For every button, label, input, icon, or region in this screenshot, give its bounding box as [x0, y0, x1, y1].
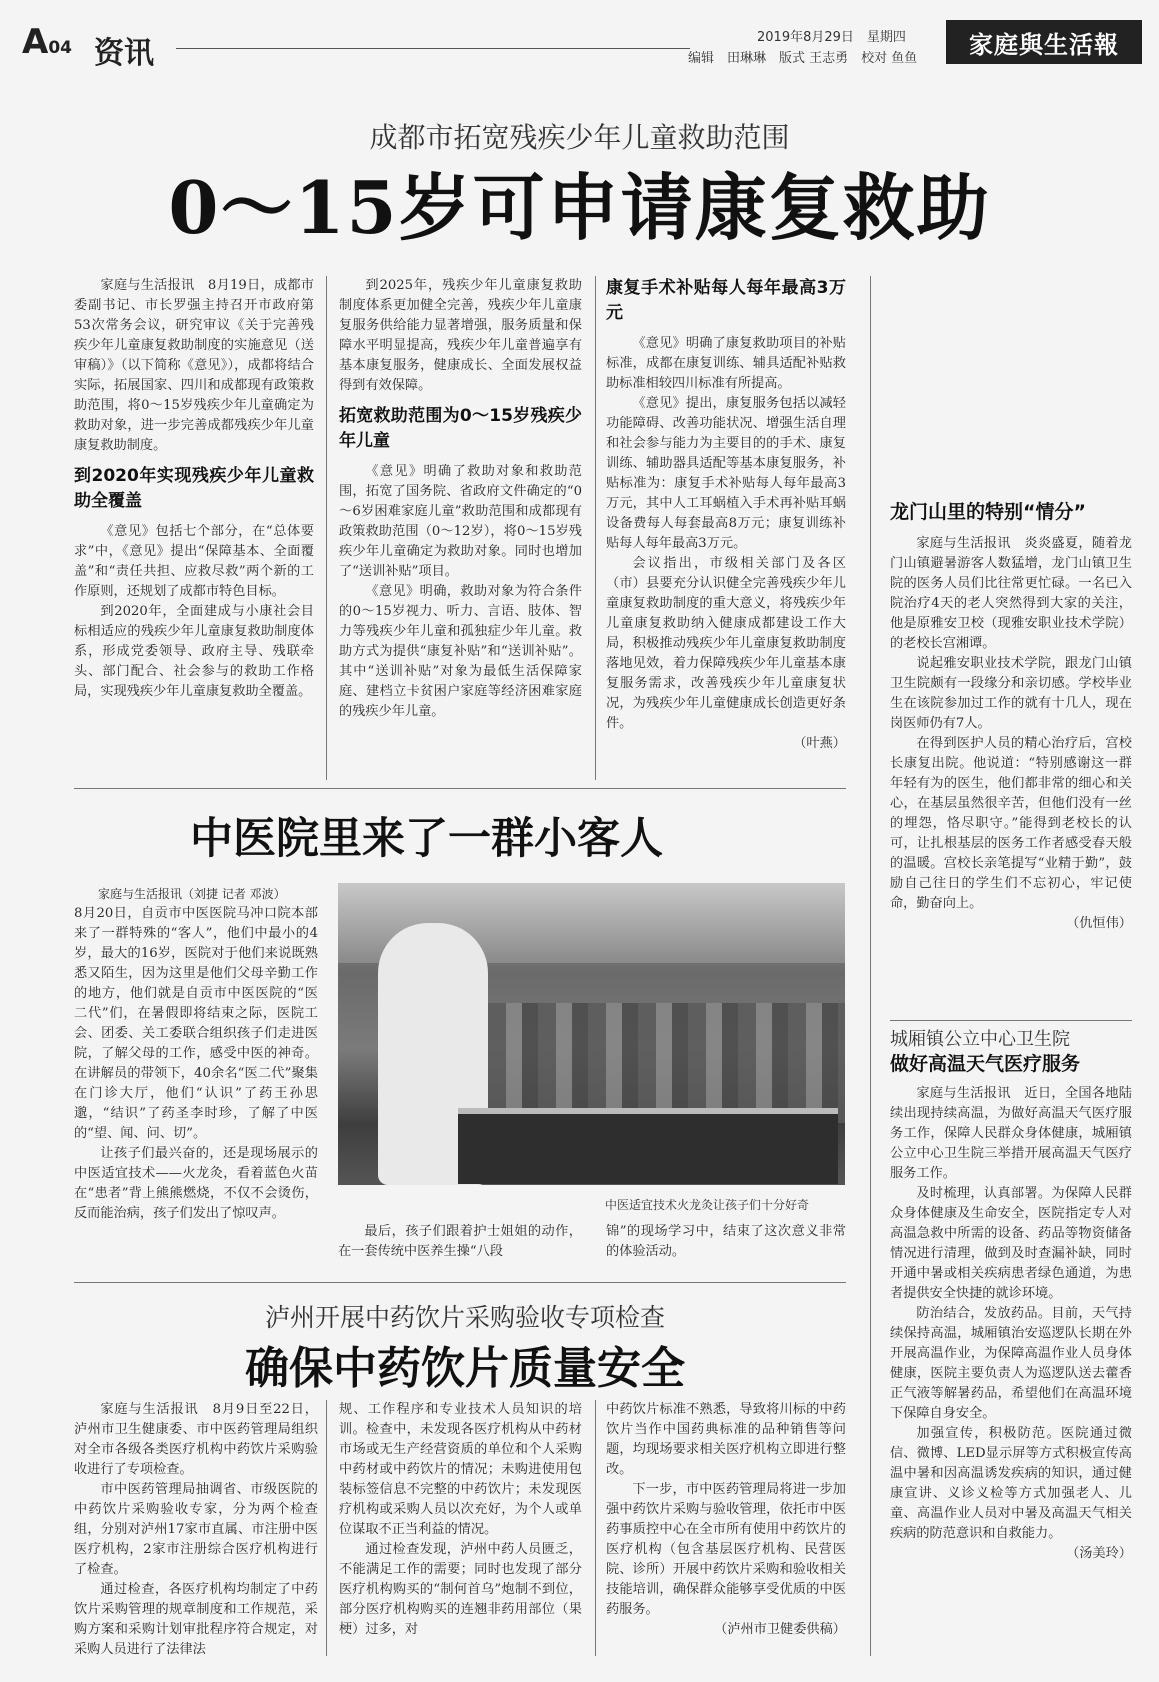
article1-subhead: 拓宽救助范围为0～15岁残疾少年儿童 — [339, 406, 582, 451]
article3-paragraph: 通过检查发现，泸州中药人员匮乏，不能满足工作的需要；同时也发现了部分医疗机构购买的“制何首乌”炮制不到位，部分医疗机构购买的连翘非药用部位（果梗）过多，对 — [339, 1542, 582, 1637]
column-divider — [595, 1400, 596, 1656]
editor-credits: 编辑 田琳琳 版式 王志勇 校对 鱼鱼 — [688, 51, 918, 66]
sidebar2-paragraph: 家庭与生活报讯 近日，全国各地陆续出现持续高温，为做好高温天气医疗服务工作，保障人民群众身体健康，城厢镇公立中心卫生院三举措开展高温天气医疗服务工作。 — [890, 1086, 1132, 1181]
sidebar2-paragraph: 及时梳理，认真部署。为保障人民群众身体健康及生命安全，医院指定专人对高温急救中所需的设备、药品等物资储备情况进行清理，做到及时查漏补缺，同时开通中暑或相关疾病患者绿色通道，为患者提供安全快捷的就诊环境。 — [890, 1186, 1132, 1301]
article2-column-1 — [74, 884, 318, 1224]
photo-children-crowd — [488, 1003, 845, 1123]
sidebar2-paragraph: 防治结合，发放药品。目前，天气持续保持高温，城厢镇治安巡逻队长期在外开展高温作业，为保障高温作业人员身体健康，医院主要负责人为巡逻队送去藿香正气液等解暑药品，希望他们在高温环境下保障自身安全。 — [890, 1306, 1132, 1421]
article1-column-2 — [339, 276, 582, 722]
sidebar1-signature: （仇恒伟） — [1066, 916, 1132, 931]
article1-column-3 — [606, 276, 846, 754]
article2-byline: 家庭与生活报讯（刘捷 记者 邓波） — [98, 887, 286, 901]
sidebar2-paragraph: 加强宣传，积极防范。医院通过微信、微博、LED显示屏等方式积极宣传高温中暑和因高温诱发疾病的知识，通过健康宣讲、义诊义检等方式加强老人、儿童、高温作业人员对中暑及高温天气相关疾病的防范意识和自救能力。 — [890, 1426, 1132, 1541]
article1-paragraph: 家庭与生活报讯 8月19日，成都市委副书记、市长罗强主持召开市政府第53次常务会议，研究审议《关于完善残疾少年儿童康复救助制度的实施意见（送审稿）》（以下简称《意见》），成都将结合实际，拓展国家、四川和成都现有政策救助范围，将0～15岁残疾少年儿童确定为救助对象，进一步完善成都残疾少年儿童康复救助制度。 — [74, 278, 314, 453]
sidebar1-paragraph: 说起雅安职业技术学院，跟龙门山镇卫生院颇有一段缘分和亲切感。学校毕业生在该院参加过工作的就有十几人，现在岗医师仍有7人。 — [890, 656, 1132, 731]
column-divider — [595, 276, 596, 780]
sidebar2-kicker: 城厢镇公立中心卫生院 — [890, 1029, 1070, 1050]
article3-kicker: 泸州开展中药饮片采购验收专项检查 — [264, 1303, 665, 1332]
article1-paragraph: 会议指出，市级相关部门及各区（市）县要充分认识健全完善残疾少年儿童康复救助制度的重大意义，将残疾少年儿童康复救助纳入健康成都建设工作大局，积极推动残疾少年儿童康复救助制度落地见效，着力保障残疾少年儿童基本康复服务需求，改善残疾少年儿童康复状况，为残疾少年儿童健康成长创造更好条件。 — [606, 556, 846, 731]
article1-subhead: 到2020年实现残疾少年儿童救助全覆盖 — [74, 466, 314, 511]
article1-paragraph: 《意见》提出，康复服务包括以减轻功能障碍、改善功能状况、增强生活自理和社会参与能力为主要目的的手术、康复训练、辅助器具适配等基本康复服务，补贴标准为：康复手术补贴每人每年最高3万元，其中人工耳蜗植入手术再补贴耳蜗设备费每人每套最高8万元；康复训练补贴每人每年最高3万元。 — [606, 396, 846, 551]
article3-paragraph: 规、工作程序和专业技术人员知识的培训。检查中，未发现各医疗机构从中药材市场或无生产经营资质的单位和个人采购中药材或中药饮片的情况；未购进使用包装标签信息不完整的中药饮片；未发现医疗机构或采购人员以次充好，为个人或单位谋取不正当利益的情况。 — [339, 1402, 582, 1537]
photo-caption: 中医适宜技术火龙灸让孩子们十分好奇 — [605, 1198, 810, 1212]
article3-headline: 确保中药饮片质量安全 — [245, 1343, 685, 1394]
article2-paragraph: 最后，孩子们跟着护士姐姐的动作，在一套传统中医养生操“八段 — [338, 1224, 582, 1259]
page-number: A04 — [22, 22, 72, 62]
article3-signature: （泸州市卫健委供稿） — [714, 1622, 846, 1637]
photo-treatment-bed — [458, 1108, 838, 1184]
article3-paragraph: 中药饮片标准不熟悉，导致将川标的中药饮片当作中国药典标准的品种销售等问题，均现场要求相关医疗机构立即进行整改。 — [606, 1402, 846, 1477]
article1-column-1 — [74, 276, 314, 702]
column-divider — [326, 1400, 327, 1656]
article1-paragraph: 《意见》明确了康复救助项目的补贴标准，成都在康复训练、辅具适配补贴救助标准相较四川标准有所提高。 — [606, 336, 846, 391]
article2-headline: 中医院里来了一群小客人 — [190, 814, 663, 864]
section-rule — [74, 788, 846, 789]
article1-headline: 0～15岁可申请康复救助 — [168, 165, 991, 250]
article3-column-1 — [74, 1400, 318, 1660]
sidebar2-headline: 做好高温天气医疗服务 — [890, 1053, 1081, 1075]
article1-paragraph: 到2025年，残疾少年儿童康复救助制度体系更加健全完善，残疾少年儿童康复服务供给能力显著增强，服务质量和保障水平明显提高，残疾少年儿童普遍享有基本康复服务，健康成长、全面发展权益得到有效保障。 — [339, 278, 582, 393]
article3-paragraph: 下一步，市中医药管理局将进一步加强中药饮片采购与验收管理，依托市中医药事质控中心在全市所有使用中药饮片的医疗机构（包含基层医疗机构、民营医院、诊所）开展中药饮片采购和验收相关技能培训，确保群众能够享受优质的中医药服务。 — [606, 1482, 846, 1617]
sidebar-divider — [870, 276, 871, 1656]
article3-column-2 — [339, 1400, 582, 1640]
article2-paragraph: 锦”的现场学习中，结束了这次意义非常的体验活动。 — [606, 1224, 846, 1259]
article3-paragraph: 市中医药管理局抽调省、市级医院的中药饮片采购验收专家，分为两个检查组，分别对泸州17家市直属、市注册中医医疗机构，2家市注册综合医疗机构进行了检查。 — [74, 1482, 318, 1577]
article2-column-3 — [606, 1222, 846, 1262]
sidebar1-paragraph: 在得到医护人员的精心治疗后，宫校长康复出院。他说道：“特别感谢这一群年轻有为的医生，他们都非常的细心和关心，在基层虽然很辛苦，但他们没有一丝的埋怨，恪尽职守。”能得到老校长的认可，让扎根基层的医务工作者感受春天般的温暖。宫校长亲笔提写“业精于勤”，鼓励自己往日的学生们不忘初心，牢记使命，勤奋向上。 — [890, 736, 1132, 911]
article1-paragraph: 《意见》包括七个部分，在“总体要求”中，《意见》提出“保障基本、全面覆盖”和“责任共担、应救尽救”两个新的工作原则，还规划了成都市特色目标。 — [74, 524, 314, 599]
article3-paragraph: 通过检查，各医疗机构均制定了中药饮片采购管理的规章制度和工作规范，采购方案和采购计划审批程序符合规定，对采购人员进行了法律法 — [74, 1582, 318, 1657]
article1-subhead: 康复手术补贴每人每年最高3万元 — [606, 278, 846, 323]
masthead-rule — [176, 48, 690, 49]
section-title: 资讯 — [94, 36, 154, 71]
sidebar1 — [890, 502, 1132, 934]
article1-paragraph: 《意见》明确，救助对象为符合条件的0～15岁视力、听力、言语、肢体、智力等残疾少年儿童和孤独症少年儿童。救助方式为提供“康复补贴”和“送训补贴”。其中“送训补贴”对象为最低生活保障家庭、建档立卡贫困户家庭等经济困难家庭的残疾少年儿童。 — [339, 584, 582, 719]
article1-paragraph: 《意见》明确了救助对象和救助范围，拓宽了国务院、省政府文件确定的“0～6岁困难家庭儿童”救助范围和成都现有政策救助范围（0～12岁），将0～15岁残疾少年儿童确定为救助对象。同时也增加了“送训补贴”项目。 — [339, 464, 582, 579]
sidebar-rule — [890, 1020, 1132, 1021]
sidebar1-headline: 龙门山里的特别“情分” — [890, 501, 1086, 523]
article2-paragraph: 让孩子们最兴奋的，还是现场展示的中医适宜技术——火龙灸，看着蓝色火苗在“患者”背上熊熊燃烧，不仅不会烫伤，反而能治病，孩子们发出了惊叹声。 — [74, 1146, 318, 1221]
article1-paragraph: 到2020年，全面建成与小康社会目标相适应的残疾少年儿童康复救助制度体系，形成党委领导、政府主导、残联牵头、部门配合、社会参与的救助工作格局，实现残疾少年儿童康复救助全覆盖。 — [74, 604, 314, 699]
column-divider — [326, 276, 327, 780]
newspaper-logo: 家庭與生活報 — [946, 20, 1142, 64]
article1-kicker: 成都市拓宽残疾少年儿童救助范围 — [369, 121, 790, 154]
article3-paragraph: 家庭与生活报讯 8月9日至22日，泸州市卫生健康委、市中医药管理局组织对全市各级各类医疗机构中药饮片采购验收进行了专项检查。 — [74, 1402, 318, 1477]
section-rule — [74, 1282, 846, 1283]
article2-paragraph: 8月20日，自贡市中医医院马冲口院本部来了一群特殊的“客人”，他们中最小的4岁，最大的16岁，医院对于他们来说既熟悉又陌生，因为这里是他们父母辛勤工作的地方，他们就是自贡市中医医院的“医二代”们，在暑假即将结束之际，医院工会、团委、关工委联合组织孩子们走进医院，了解父母的工作，感受中医的神奇。在讲解员的带领下，40余名“医二代”聚集在门诊大厅，他们“认识”了药王孙思邈，“结识”了药圣李时珍，了解了中医的“望、闻、问、切”。 — [74, 906, 318, 1141]
article2-photo — [338, 883, 845, 1185]
sidebar2 — [890, 1030, 1132, 1564]
article1-signature: （叶燕） — [793, 736, 846, 751]
article3-column-3 — [606, 1400, 846, 1640]
issue-date: 2019年8月29日 星期四 — [757, 30, 906, 45]
article2-column-2 — [338, 1222, 582, 1262]
sidebar2-signature: （汤美玲） — [1066, 1546, 1132, 1561]
sidebar1-paragraph: 家庭与生活报讯 炎炎盛夏，随着龙门山镇避暑游客人数猛增，龙门山镇卫生院的医务人员们比往常更忙碌。一名已入院治疗4天的老人突然得到大家的关注，他是原雅安卫校（现雅安职业技术学院）的老校长宫湘谭。 — [890, 536, 1132, 651]
